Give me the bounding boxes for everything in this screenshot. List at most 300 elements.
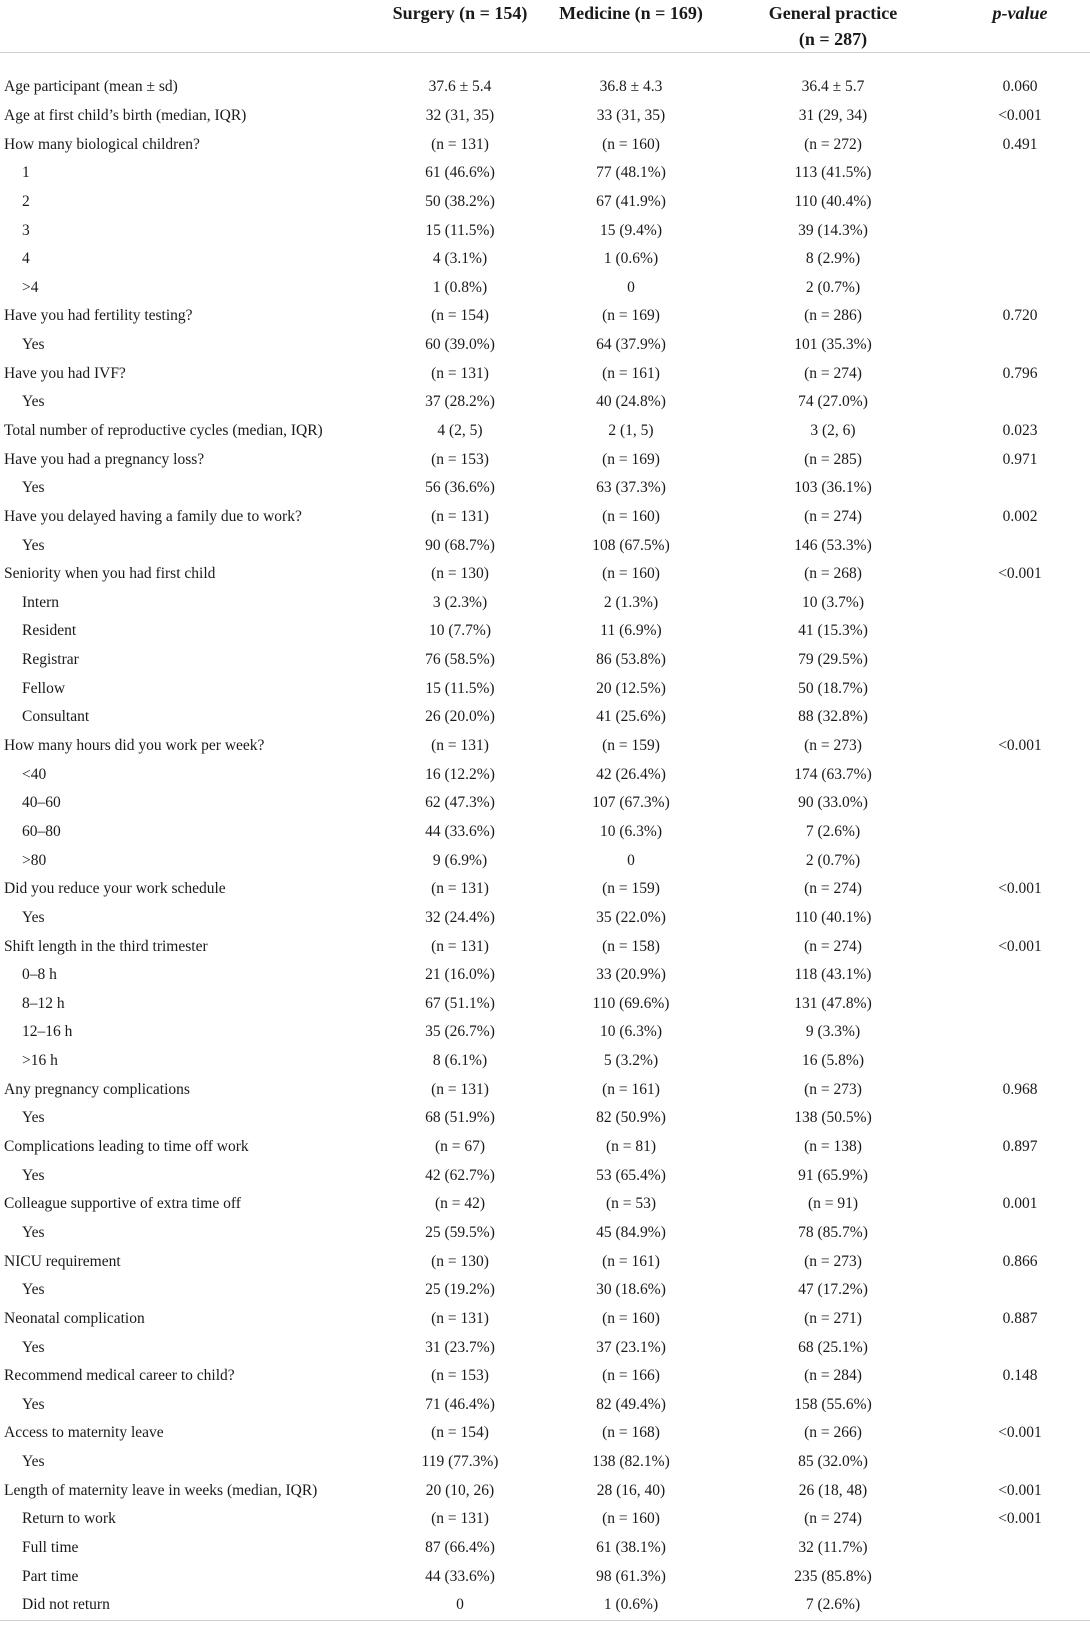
row-label: Age at first child’s birth (median, IQR) (4, 106, 247, 124)
cell-general-practice: 8 (2.9%) (805, 250, 861, 268)
cell-surgery: 60 (39.0%) (425, 336, 495, 354)
table-row (0, 1104, 1090, 1133)
cell-pvalue: 0.866 (1002, 1252, 1038, 1270)
cell-surgery: 0 (374, 1591, 546, 1620)
cell-medicine: (n = 160) (602, 1309, 660, 1327)
cell-general-practice: 91 (65.9%) (798, 1166, 868, 1184)
cell-medicine: 28 (16, 40) (596, 1481, 666, 1499)
cell-surgery: 87 (66.4%) (425, 1538, 495, 1556)
cell-pvalue (950, 1276, 1090, 1305)
cell-medicine: (n = 169) (602, 307, 660, 325)
row-label: Have you had IVF? (4, 364, 126, 382)
row-label: Yes (22, 336, 45, 354)
cell-surgery: (n = 42) (434, 1195, 486, 1213)
cell-medicine: 37 (23.1%) (596, 1338, 666, 1356)
cell-general-practice: 7 (2.6%) (716, 1591, 950, 1620)
cell-general-practice: 79 (29.5%) (798, 651, 868, 669)
table-row (0, 1448, 1090, 1477)
cell-pvalue (950, 159, 1090, 188)
cell-medicine: 138 (82.1%) (592, 1453, 670, 1471)
cell-medicine: 61 (38.1%) (596, 1538, 666, 1556)
cell-surgery: (n = 154) (431, 307, 489, 325)
cell-medicine: (n = 168) (602, 1424, 660, 1442)
cell-medicine: (n = 81) (605, 1138, 657, 1156)
cell-surgery: 31 (23.7%) (425, 1338, 495, 1356)
row-label: 2 (22, 192, 30, 210)
row-label: Access to maternity leave (4, 1424, 164, 1442)
cell-surgery: 25 (59.5%) (425, 1223, 495, 1241)
cell-medicine: (n = 159) (602, 880, 660, 898)
cell-pvalue: <0.001 (998, 1424, 1042, 1442)
row-label: 60–80 (22, 822, 61, 840)
row-label: Yes (22, 479, 45, 497)
cell-pvalue (950, 1562, 1090, 1591)
cell-general-practice: 110 (40.1%) (794, 908, 872, 926)
cell-surgery: 32 (31, 35) (425, 106, 495, 124)
cell-medicine: (n = 160) (602, 135, 660, 153)
cell-surgery: 67 (51.1%) (425, 994, 495, 1012)
table-row (0, 1276, 1090, 1305)
row-label: Have you had fertility testing? (4, 307, 193, 325)
cell-medicine: 2 (1, 5) (608, 422, 654, 439)
row-label: Total number of reproductive cycles (median, IQR) (4, 422, 323, 439)
cell-medicine: 41 (25.6%) (596, 708, 666, 726)
cell-general-practice: (n = 273) (804, 737, 862, 755)
header-gp-line1: General practice (768, 3, 898, 23)
cell-pvalue (950, 703, 1090, 732)
row-label: Age participant (mean ± sd) (4, 78, 178, 96)
cell-surgery: 71 (46.4%) (425, 1395, 495, 1413)
cell-general-practice: (n = 274) (804, 364, 862, 382)
cell-surgery: 62 (47.3%) (425, 794, 495, 812)
cell-general-practice: (n = 271) (804, 1309, 862, 1327)
cell-surgery: (n = 131) (431, 880, 489, 898)
table-row (0, 503, 1090, 532)
row-label: Yes (22, 1109, 45, 1127)
cell-medicine: 2 (1.3%) (603, 593, 659, 611)
cell-medicine: 0 (627, 851, 635, 869)
table-row (0, 159, 1090, 188)
table-row (0, 73, 1090, 102)
cell-pvalue: <0.001 (998, 937, 1042, 955)
row-label: How many hours did you work per week? (4, 737, 265, 755)
table-row (0, 789, 1090, 818)
row-label: Return to work (22, 1510, 116, 1528)
cell-surgery: (n = 67) (434, 1138, 486, 1156)
cell-surgery: 15 (11.5%) (425, 679, 495, 697)
cell-general-practice: 2 (0.7%) (805, 278, 861, 296)
cell-general-practice: 39 (14.3%) (798, 221, 868, 239)
cell-pvalue (950, 617, 1090, 646)
cell-pvalue: 0.491 (1002, 135, 1038, 153)
row-label: Have you delayed having a family due to work? (4, 507, 302, 525)
row-label: Consultant (22, 708, 90, 726)
cell-general-practice: 31 (29, 34) (798, 106, 868, 124)
header-pvalue-text: p-value (992, 3, 1048, 23)
table-row (0, 388, 1090, 417)
table-row (0, 102, 1090, 131)
cell-general-practice: 50 (18.7%) (798, 679, 868, 697)
cell-pvalue (950, 1534, 1090, 1563)
cell-general-practice: (n = 285) (804, 450, 862, 468)
table-row (0, 188, 1090, 217)
table-body (0, 73, 1090, 1620)
cell-pvalue: 0.060 (1002, 78, 1038, 96)
cell-general-practice: 85 (32.0%) (798, 1453, 868, 1471)
row-label: Have you had a pregnancy loss? (4, 450, 205, 468)
row-label: Colleague supportive of extra time off (4, 1195, 241, 1213)
header-spacer-cell (0, 53, 1090, 74)
table-row (0, 1305, 1090, 1334)
cell-pvalue: <0.001 (998, 1510, 1042, 1528)
row-label: Yes (22, 1338, 45, 1356)
cell-general-practice: (n = 268) (804, 565, 862, 583)
cell-medicine: 53 (65.4%) (596, 1166, 666, 1184)
cell-surgery: 9 (6.9%) (432, 851, 488, 869)
table-header (0, 0, 1090, 73)
cell-surgery: 10 (7.7%) (429, 622, 491, 640)
cell-pvalue (950, 531, 1090, 560)
cell-medicine: 107 (67.3%) (592, 794, 670, 812)
cell-medicine: 40 (24.8%) (596, 393, 666, 411)
row-label: Length of maternity leave in weeks (median, IQR) (4, 1481, 318, 1499)
cell-medicine: (n = 159) (602, 737, 660, 755)
cell-surgery: 35 (26.7%) (425, 1023, 495, 1041)
cell-pvalue: 0.002 (1002, 507, 1038, 525)
table-row (0, 216, 1090, 245)
cell-medicine: 82 (50.9%) (596, 1109, 666, 1127)
cell-medicine: (n = 161) (602, 1080, 660, 1098)
cell-pvalue (950, 216, 1090, 245)
cell-general-practice: (n = 274) (804, 937, 862, 955)
cell-surgery: 3 (2.3%) (432, 593, 488, 611)
row-label: 3 (22, 221, 30, 239)
cell-surgery: 37 (28.2%) (425, 393, 495, 411)
cell-general-practice: 113 (41.5%) (794, 164, 872, 182)
cell-medicine: (n = 161) (602, 1252, 660, 1270)
cell-medicine: 5 (3.2%) (603, 1052, 659, 1070)
row-label: Yes (22, 1281, 45, 1299)
row-label: Yes (22, 536, 45, 554)
cell-medicine: 67 (41.9%) (596, 192, 666, 210)
table-row (0, 674, 1090, 703)
cell-general-practice: 68 (25.1%) (798, 1338, 868, 1356)
cell-general-practice: 16 (5.8%) (802, 1052, 864, 1070)
row-label: How many biological children? (4, 135, 200, 153)
table-row (0, 1419, 1090, 1448)
cell-pvalue (950, 245, 1090, 274)
row-label: 0–8 h (22, 966, 57, 984)
row-label: Yes (22, 908, 45, 926)
cell-medicine: 33 (20.9%) (596, 966, 666, 984)
cell-pvalue: <0.001 (998, 1481, 1042, 1499)
cell-general-practice: 32 (11.7%) (798, 1538, 868, 1556)
cell-general-practice: (n = 272) (804, 135, 862, 153)
cell-pvalue (950, 331, 1090, 360)
table-row (0, 331, 1090, 360)
cell-pvalue (950, 474, 1090, 503)
cell-medicine: 77 (48.1%) (596, 164, 666, 182)
cell-general-practice: 103 (36.1%) (794, 479, 872, 497)
table-row (0, 1161, 1090, 1190)
cell-general-practice: 110 (40.4%) (794, 192, 872, 210)
row-label: Complications leading to time off work (4, 1138, 249, 1156)
table-row (0, 1075, 1090, 1104)
cell-medicine: (n = 160) (602, 565, 660, 583)
row-label: Recommend medical career to child? (4, 1367, 235, 1385)
cell-pvalue (950, 818, 1090, 847)
cell-pvalue (950, 1448, 1090, 1477)
cell-general-practice: 47 (17.2%) (798, 1281, 868, 1299)
cell-pvalue: 0.887 (1002, 1309, 1038, 1327)
cell-pvalue: <0.001 (998, 737, 1042, 755)
cell-pvalue (950, 388, 1090, 417)
cell-medicine: 10 (6.3%) (600, 822, 662, 840)
cell-general-practice: (n = 273) (804, 1080, 862, 1098)
cell-general-practice: 7 (2.6%) (805, 822, 861, 840)
row-label: Registrar (22, 651, 79, 669)
cell-surgery: 61 (46.6%) (425, 164, 495, 182)
cell-general-practice: (n = 274) (804, 880, 862, 898)
header-general-practice (716, 0, 950, 53)
row-label: 12–16 h (22, 1023, 73, 1041)
cell-medicine: 1 (0.6%) (546, 1591, 716, 1620)
cell-pvalue: 0.796 (1002, 364, 1038, 382)
cell-surgery: (n = 131) (431, 737, 489, 755)
cell-pvalue: 0.897 (1002, 1138, 1038, 1156)
table-row (0, 904, 1090, 933)
cell-pvalue: 0.968 (1002, 1080, 1038, 1098)
cell-pvalue (950, 589, 1090, 618)
header-medicine-text: Medicine (n = 169) (559, 3, 703, 23)
row-label: Yes (22, 393, 45, 411)
cell-pvalue: 0.023 (1002, 422, 1038, 439)
cell-surgery: (n = 130) (431, 1252, 489, 1270)
header-surgery-text: Surgery (n = 154) (392, 3, 528, 23)
cell-pvalue (950, 1018, 1090, 1047)
cell-general-practice: 174 (63.7%) (794, 765, 872, 783)
cell-general-practice: 3 (2, 6) (810, 422, 856, 439)
cell-pvalue (950, 846, 1090, 875)
cell-pvalue (950, 1390, 1090, 1419)
table-row (0, 359, 1090, 388)
header-spacer (0, 53, 1090, 74)
cell-pvalue: <0.001 (998, 106, 1042, 124)
cell-medicine: (n = 166) (602, 1367, 660, 1385)
table-row (0, 1534, 1090, 1563)
cell-general-practice: 78 (85.7%) (798, 1223, 868, 1241)
table-row (0, 445, 1090, 474)
table-row (0, 474, 1090, 503)
cell-pvalue (950, 1219, 1090, 1248)
header-gp-line2: (n = 287) (798, 29, 868, 49)
cell-pvalue (950, 1161, 1090, 1190)
cell-surgery: 76 (58.5%) (425, 651, 495, 669)
row-label: 4 (22, 250, 30, 268)
cell-general-practice: 118 (43.1%) (794, 966, 872, 984)
cell-pvalue (950, 646, 1090, 675)
cell-surgery: 37.6 ± 5.4 (428, 78, 492, 96)
cell-surgery: 50 (38.2%) (425, 192, 495, 210)
table-row (0, 1505, 1090, 1534)
cell-general-practice: 101 (35.3%) (794, 336, 872, 354)
cell-surgery: 119 (77.3%) (421, 1453, 499, 1471)
table-row (0, 1190, 1090, 1219)
cell-general-practice: (n = 91) (807, 1195, 859, 1213)
cell-general-practice: 74 (27.0%) (798, 393, 868, 411)
cell-general-practice: 235 (85.8%) (794, 1567, 872, 1585)
cell-medicine: (n = 160) (602, 1510, 660, 1528)
row-label: Full time (22, 1538, 79, 1556)
table-row (0, 531, 1090, 560)
cell-surgery: 15 (11.5%) (425, 221, 495, 239)
cell-general-practice: (n = 273) (804, 1252, 862, 1270)
cell-medicine: 33 (31, 35) (596, 106, 666, 124)
header-medicine (546, 0, 716, 53)
cell-surgery: 32 (24.4%) (425, 908, 495, 926)
cell-surgery: 20 (10, 26) (425, 1481, 495, 1499)
row-label: Any pregnancy complications (4, 1080, 190, 1098)
cell-medicine: 63 (37.3%) (596, 479, 666, 497)
cell-medicine: 42 (26.4%) (596, 765, 666, 783)
table-row (0, 273, 1090, 302)
cell-general-practice: (n = 286) (804, 307, 862, 325)
table-row (0, 589, 1090, 618)
cell-general-practice: 131 (47.8%) (794, 994, 872, 1012)
cell-general-practice: 9 (3.3%) (805, 1023, 861, 1041)
cell-medicine: 35 (22.0%) (596, 908, 666, 926)
table-row (0, 846, 1090, 875)
cell-medicine: 64 (37.9%) (596, 336, 666, 354)
cell-pvalue: <0.001 (998, 565, 1042, 583)
cell-medicine: 20 (12.5%) (596, 679, 666, 697)
row-label: Neonatal complication (4, 1309, 145, 1327)
cell-surgery: (n = 131) (431, 364, 489, 382)
cell-surgery: 90 (68.7%) (425, 536, 495, 554)
cell-pvalue (950, 674, 1090, 703)
cell-pvalue: 0.001 (1002, 1195, 1038, 1213)
cell-surgery: (n = 131) (431, 1080, 489, 1098)
cell-general-practice: 36.4 ± 5.7 (801, 78, 865, 96)
cell-medicine: 0 (627, 278, 635, 296)
cell-pvalue: 0.720 (1002, 307, 1038, 325)
row-label: Resident (22, 622, 77, 640)
cell-medicine: 1 (0.6%) (603, 250, 659, 268)
row-label: Intern (22, 593, 60, 611)
cell-general-practice: 146 (53.3%) (794, 536, 872, 554)
table-row (0, 130, 1090, 159)
table-row (0, 1018, 1090, 1047)
table-row (0, 1333, 1090, 1362)
cell-pvalue (950, 961, 1090, 990)
cell-surgery: 44 (33.6%) (425, 1567, 495, 1585)
row-label: Yes (22, 1223, 45, 1241)
table-row (0, 245, 1090, 274)
row-label: Yes (22, 1395, 45, 1413)
cell-general-practice: 88 (32.8%) (798, 708, 868, 726)
cell-general-practice: (n = 284) (804, 1367, 862, 1385)
cell-general-practice: (n = 266) (804, 1424, 862, 1442)
table-row (0, 875, 1090, 904)
cell-pvalue (950, 188, 1090, 217)
cell-medicine: 98 (61.3%) (596, 1567, 666, 1585)
cell-surgery: 4 (3.1%) (432, 250, 488, 268)
header-pvalue (950, 0, 1090, 53)
cell-surgery: 42 (62.7%) (425, 1166, 495, 1184)
cell-pvalue: 0.971 (1002, 450, 1038, 468)
cell-surgery: 68 (51.9%) (425, 1109, 495, 1127)
cell-medicine: 45 (84.9%) (596, 1223, 666, 1241)
row-label: Part time (22, 1567, 79, 1585)
cell-pvalue: 0.148 (1002, 1367, 1038, 1385)
row-label: >80 (22, 851, 47, 869)
row-label: Seniority when you had first child (4, 565, 216, 583)
row-label: 40–60 (22, 794, 61, 812)
table-row (0, 646, 1090, 675)
cell-pvalue (950, 1104, 1090, 1133)
row-label: 1 (22, 164, 30, 182)
row-label: 8–12 h (22, 994, 65, 1012)
cell-surgery: (n = 153) (431, 450, 489, 468)
cell-pvalue: <0.001 (998, 880, 1042, 898)
table-row (0, 961, 1090, 990)
cell-medicine: 10 (6.3%) (600, 1023, 662, 1041)
cell-surgery: 44 (33.6%) (425, 822, 495, 840)
cell-general-practice: 41 (15.3%) (798, 622, 868, 640)
cell-pvalue (950, 273, 1090, 302)
cell-medicine: (n = 158) (602, 937, 660, 955)
row-label: Shift length in the third trimester (4, 937, 208, 955)
cell-medicine: (n = 160) (602, 507, 660, 525)
cell-medicine: (n = 53) (605, 1195, 657, 1213)
table-row (0, 1047, 1090, 1076)
cell-surgery: (n = 131) (431, 1510, 489, 1528)
header-label-column (0, 0, 374, 53)
cell-surgery: 8 (6.1%) (432, 1052, 488, 1070)
cell-medicine: (n = 169) (602, 450, 660, 468)
cell-general-practice: 158 (55.6%) (794, 1395, 872, 1413)
cell-pvalue (950, 904, 1090, 933)
cell-pvalue (950, 1591, 1090, 1620)
cell-surgery: 21 (16.0%) (425, 966, 495, 984)
row-label: Did you reduce your work schedule (4, 880, 226, 898)
table-row (0, 1362, 1090, 1391)
cell-pvalue (950, 789, 1090, 818)
row-label: Yes (22, 1166, 45, 1184)
cell-medicine: (n = 161) (602, 364, 660, 382)
table-row (0, 1247, 1090, 1276)
cell-general-practice: 138 (50.5%) (794, 1109, 872, 1127)
row-label: Did not return (0, 1591, 374, 1620)
header-row (0, 0, 1090, 53)
row-label: >4 (22, 278, 39, 296)
cell-medicine: 15 (9.4%) (600, 221, 662, 239)
cell-surgery: 4 (2, 5) (437, 422, 483, 439)
table-row (0, 1476, 1090, 1505)
header-surgery (374, 0, 546, 53)
row-label: >16 h (22, 1052, 58, 1070)
cell-pvalue (950, 1333, 1090, 1362)
cell-general-practice: 10 (3.7%) (802, 593, 864, 611)
cell-general-practice: 90 (33.0%) (798, 794, 868, 812)
table-row (0, 1562, 1090, 1591)
cell-surgery: 25 (19.2%) (425, 1281, 495, 1299)
cell-pvalue (950, 1047, 1090, 1076)
cell-surgery: (n = 130) (431, 565, 489, 583)
cell-surgery: (n = 131) (431, 937, 489, 955)
table-row (0, 417, 1090, 446)
cell-surgery: (n = 154) (431, 1424, 489, 1442)
